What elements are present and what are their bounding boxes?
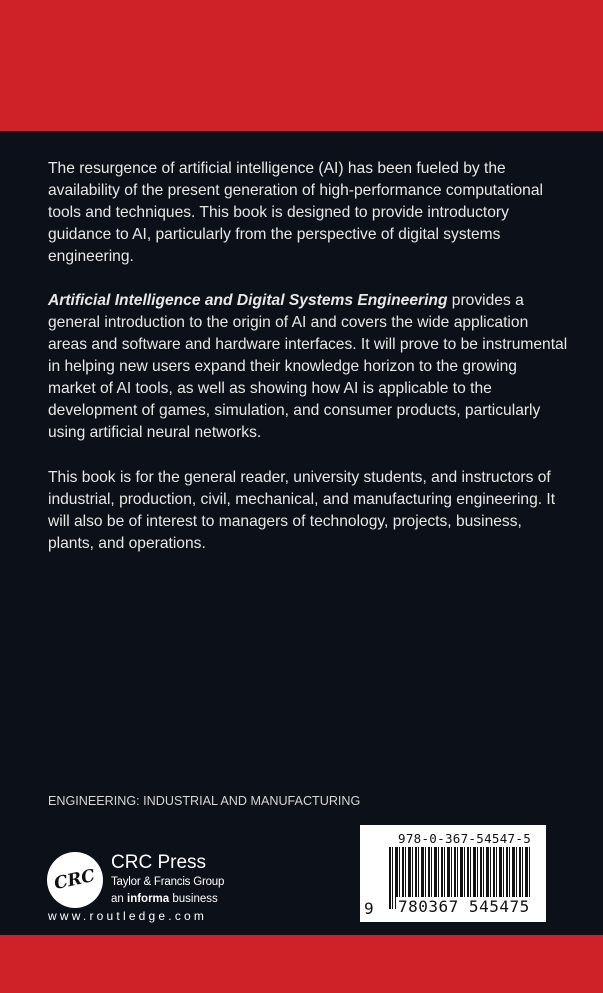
book-title: Artificial Intelligence and Digital Systems Engineering <box>48 292 448 309</box>
description-paragraph-1: The resurgence of artificial intelligence (AI) has been fueled by the availability of the present generation of high-performance computational tools and techniques. This book is designed to provide introductory guidance to AI, particularly from the perspective of digital systems engineering. <box>48 160 543 265</box>
publisher-url: www.routledge.com <box>48 909 208 923</box>
crc-logo-icon <box>47 852 103 908</box>
description-paragraph-3: This book is for the general reader, university students, and instructors of industrial, production, civil, mechanical, and manufacturing engineering. It will also be of interest to managers of technology, projects, business, plants, and operations. <box>48 469 556 552</box>
barcode-digits: 780367 545475 <box>398 897 530 916</box>
publisher-name: CRC Press <box>111 852 207 873</box>
subject-category: ENGINEERING: INDUSTRIAL AND MANUFACTURING <box>48 794 361 808</box>
isbn-barcode <box>360 825 546 922</box>
description-paragraph-2 <box>48 290 568 444</box>
publisher-group: Taylor & Francis Group <box>111 876 225 888</box>
barcode-lead-digit: 9 <box>364 899 374 918</box>
business-prefix: an <box>111 893 127 905</box>
isbn-number: 978-0-367-54547-5 <box>398 831 532 846</box>
business-brand: informa <box>127 893 170 905</box>
logo-text: CRC <box>52 865 98 895</box>
publisher-business-line <box>111 893 218 905</box>
business-suffix: business <box>169 893 218 905</box>
bottom-red-band <box>0 935 603 993</box>
top-red-band <box>0 0 603 131</box>
description-paragraph-2-text: provides a general introduction to the origin of AI and covers the wide application areas and software and hardware interfaces. It will prove to be instrumental in helping new users expand their knowledge horizon to the growing market of AI tools, as well as showing how AI is applicable to the development of games, simulation, and consumer products, particularly using artificial neural networks. <box>48 292 568 441</box>
